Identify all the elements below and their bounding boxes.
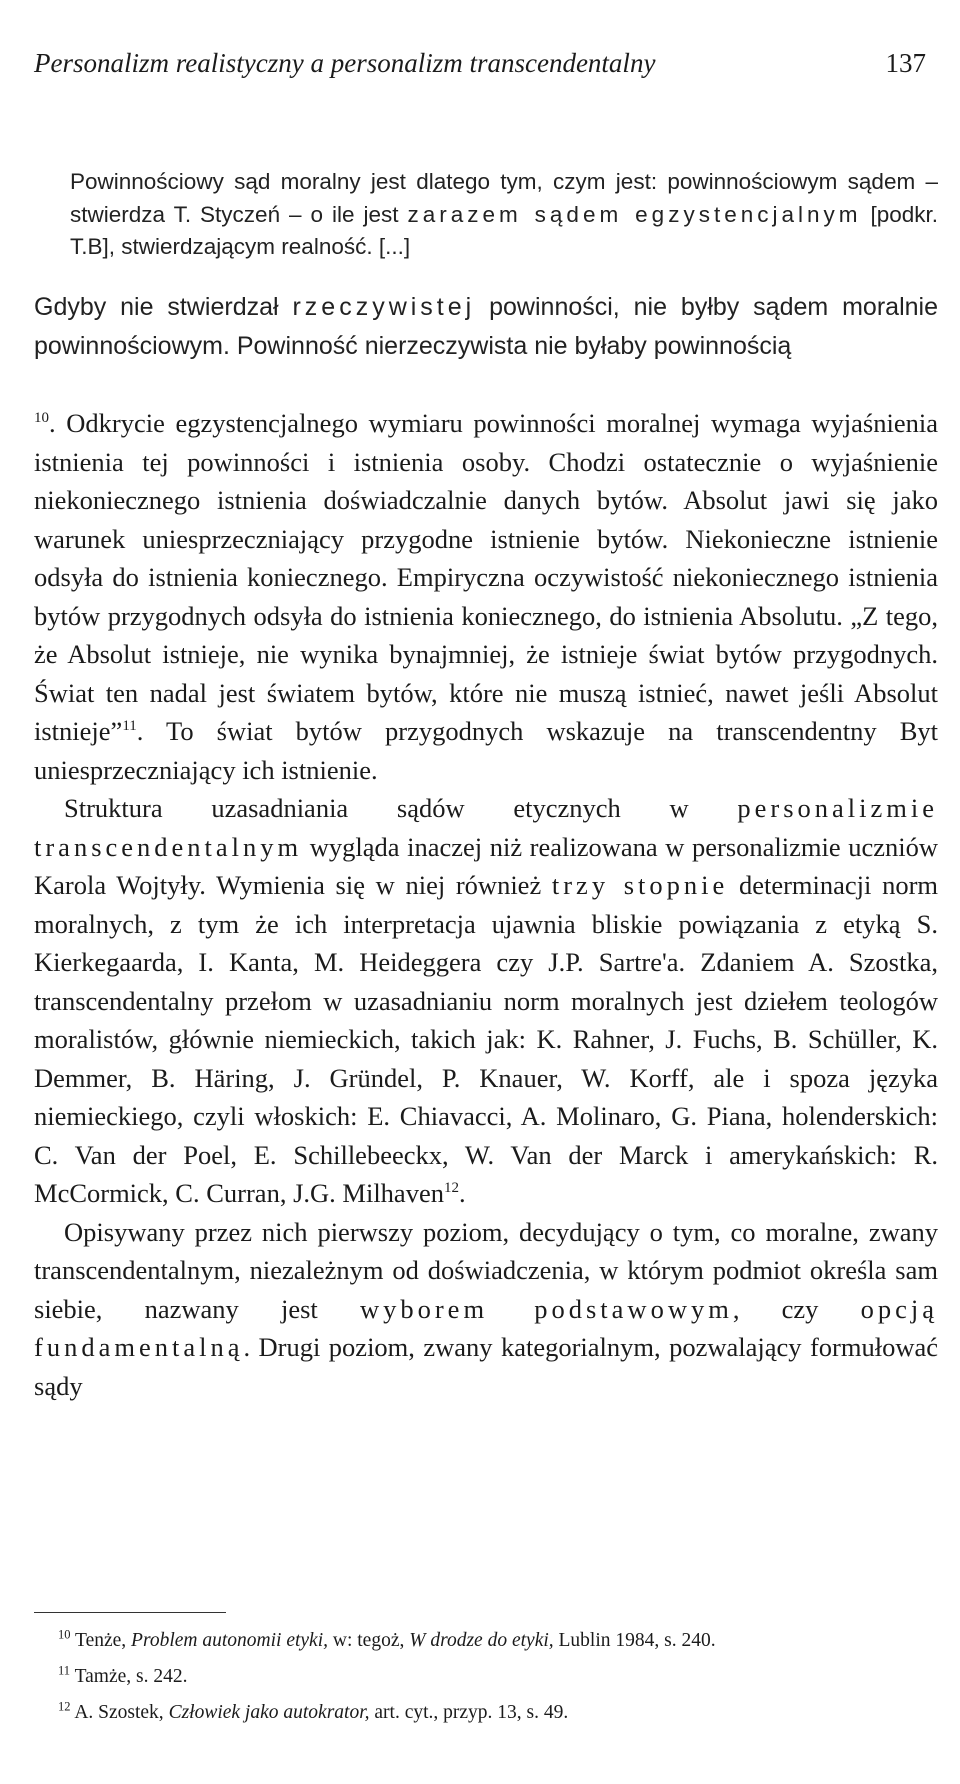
footnote-text: Tenże, xyxy=(75,1630,132,1651)
block-quote-2 xyxy=(34,288,938,365)
paragraph-text: . Drugi poziom, zwany kategorialnym, pozwalający formułować sądy xyxy=(34,1332,938,1401)
spaced-emphasis: personalizmie transcendentalnym xyxy=(34,793,938,862)
footnote-ref-12[interactable]: 12 xyxy=(443,1180,459,1197)
footnote-title: W drodze do etyki, xyxy=(409,1630,554,1651)
paragraph-text: . To świat bytów przygodnych wskazuje na transcendentny Byt uniesprzeczniający ich istnienie. xyxy=(34,716,938,785)
footnote-ref-10[interactable]: 10 xyxy=(34,410,49,427)
footnote-text: A. Szostek, xyxy=(74,1702,169,1723)
footnote-ref-11[interactable]: 11 xyxy=(122,718,137,735)
block-quote-1 xyxy=(70,166,938,264)
quote-spaced-text: rzeczywistej xyxy=(292,293,476,321)
footnote-title: Problem autonomii etyki, xyxy=(131,1630,328,1651)
footnote-number: 10 xyxy=(58,1627,71,1642)
body-text xyxy=(34,404,938,1405)
footnote-11 xyxy=(58,1659,938,1695)
quote-text: powinności, nie byłby sądem moralnie powinnościowym. Powinność nierzeczywista nie byłaby powinnością xyxy=(34,293,938,360)
paragraph-text: . xyxy=(458,1178,466,1208)
spaced-emphasis: wyborem podstawowym xyxy=(359,1293,733,1324)
spaced-emphasis: trzy stopnie xyxy=(551,870,729,900)
paragraph-text: determinacji norm moralnych, z tym że ich interpretacja ujawnia bliskie powiązania z etyką S. Kierkegaarda, I. Kanta, M. Heideggera czy J.P. Sartre'a. Zdaniem A. Szostka, transcendentalny przełom w uzasadnianiu norm moralnych jest dziełem teologów moralistów, głównie niemieckich, takich jak: K. Rahner, J. Fuchs, B. Schüller, K. Demmer, B. Häring, J. Gründel, P. Knauer, W. Korff, ale i spoza języka niemieckiego, czyli włoskich: E. Chiavacci, A. Molinaro, G. Piana, holenderskich: C. Van der Poel, E. Schillebeeckx, W. Van der Marck i amerykańskich: R. McCormick, C. Curran, J.G. Milhaven xyxy=(34,870,939,1208)
paragraph-text: Struktura uzasadniania sądów etycznych w xyxy=(64,793,738,823)
paragraph-3 xyxy=(34,1213,938,1406)
paragraph-text: , czy xyxy=(732,1293,861,1324)
footnote-10 xyxy=(58,1623,938,1659)
spaced-emphasis: opcją fundamentalną xyxy=(34,1293,938,1362)
paragraph-1 xyxy=(34,404,938,789)
footnote-divider xyxy=(34,1612,226,1613)
footnote-number: 11 xyxy=(58,1663,71,1678)
paragraph-text: Opisywany przez nich pierwszy poziom, decydujący o tym, co moralne, zwany transcendentalnym, niezależnym od doświadczenia, w którym podmiot określa sam siebie, nazwany jest xyxy=(34,1216,938,1324)
footnote-text: Lublin 1984, s. 240. xyxy=(553,1630,716,1651)
page-number: 137 xyxy=(885,48,926,78)
quote-text: Powinnościowy sąd moralny jest dlatego tym, czym jest: powinnościowym sądem – stwierdza T. Styczeń – o ile jest xyxy=(70,169,938,227)
paragraph-text: wygląda inaczej niż realizowana w personalizmie uczniów Karola Wojtyły. Wymienia się w niej również xyxy=(34,831,938,900)
paragraph-text: . Odkrycie egzystencjalnego wymiaru powinności moralnej wymaga wyjaśnienia istnienia tej powinności i istnienia osoby. Chodzi ostatecznie o wyjaśnienie niekoniecznego istnienia doświadczalnie danych bytów. Absolut jawi się jako warunek uniesprzeczniający przygodne istnienie bytów. Niekonieczne istnienie odsyła do istnienia koniecznego. Empiryczna oczywistość niekoniecznego istnienia bytów przygodnych odsyła do istnienia koniecznego, do istnienia Absolutu. „Z tego, że Absolut istnieje, nie wynika bynajmniej, że istnieje świat bytów przygodnych. Świat ten nadal jest światem bytów, które nie muszą istnieć, nawet jeśli Absolut istnieje” xyxy=(34,408,938,746)
footnote-number: 12 xyxy=(58,1699,71,1714)
paragraph-2 xyxy=(34,789,938,1213)
quote-text: [podkr. T.B], stwierdzającym realność. [...] xyxy=(70,201,939,259)
footnotes xyxy=(58,1623,938,1731)
footnote-title: Człowiek jako autokrator, xyxy=(168,1702,370,1723)
footnote-12 xyxy=(58,1695,938,1731)
running-head-title: Personalizm realistyczny a personalizm transcendentalny xyxy=(34,48,656,78)
footnote-text: Tamże, s. 242. xyxy=(74,1666,188,1687)
running-head xyxy=(34,48,926,79)
quote-text: Gdyby nie stwierdzał xyxy=(34,293,293,321)
quote-spaced-text: zarazem sądem egzystencjalnym xyxy=(407,201,862,227)
footnote-text: w: tegoż, xyxy=(328,1630,410,1651)
footnote-text: art. cyt., przyp. 13, s. 49. xyxy=(369,1702,569,1723)
